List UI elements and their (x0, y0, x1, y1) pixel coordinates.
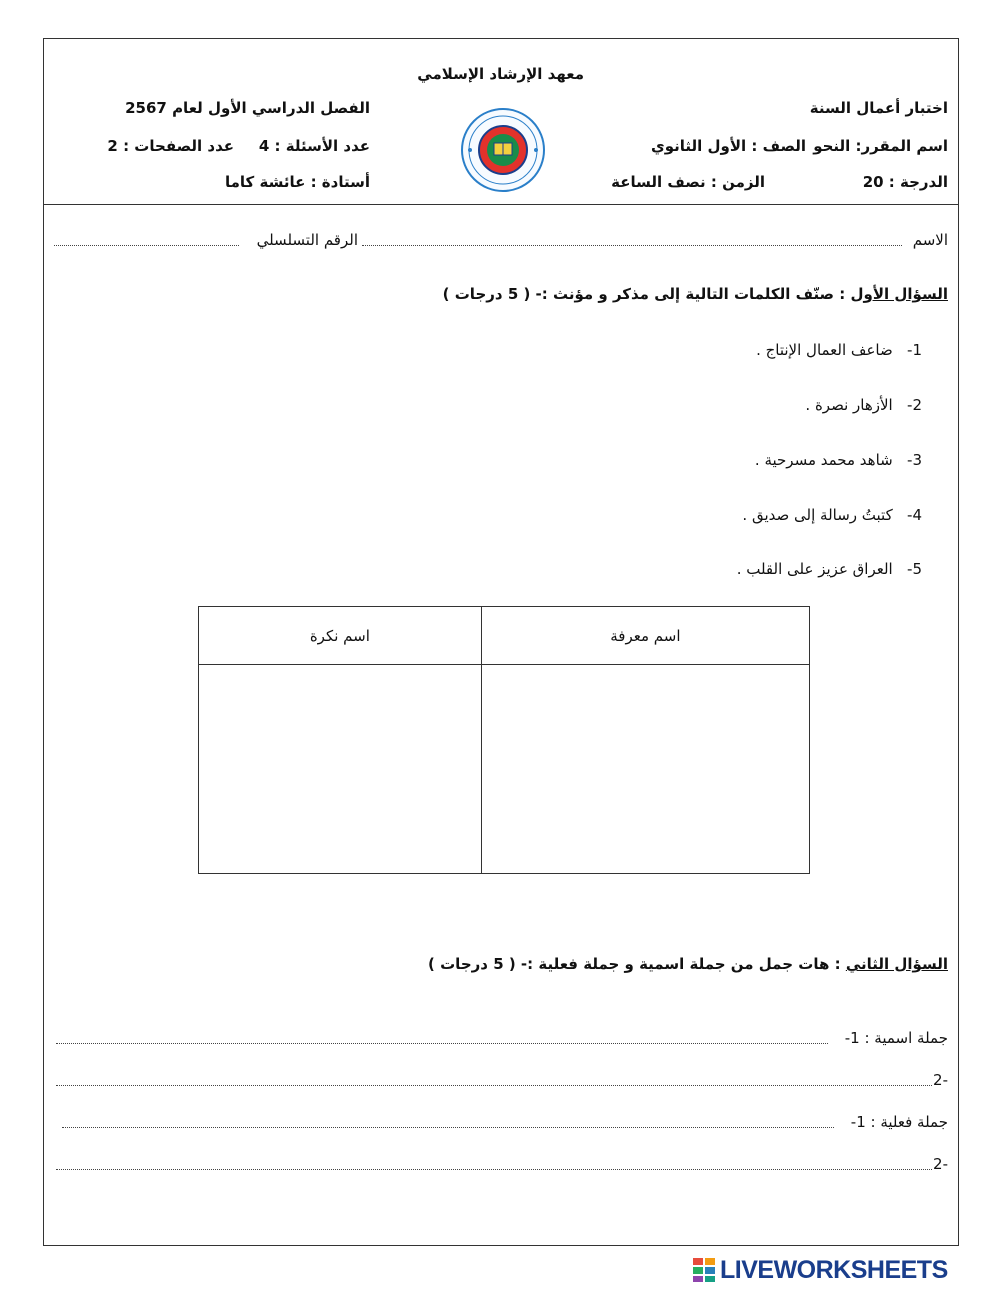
question2-text: : هات جمل من جملة اسمية و جملة فعلية :- ( 5 درجات ) (428, 955, 841, 973)
q1-item-5 (737, 560, 922, 578)
name-field[interactable] (362, 245, 902, 246)
nominal-sentence-1-field[interactable] (56, 1043, 828, 1044)
item-number: 5- (907, 560, 922, 578)
serial-field[interactable] (54, 245, 239, 246)
institute-name: معهد الإرشاد الإسلامي (417, 65, 584, 83)
answer-cell-nakira[interactable] (199, 665, 482, 874)
column-marifa: اسم معرفة (481, 607, 809, 665)
q1-item-1 (756, 341, 922, 359)
nominal-sentence-1-label: جملة اسمية : 1- (844, 1029, 948, 1047)
nominal-sentence-2-label: 2- (933, 1071, 948, 1089)
pages-count: عدد الصفحات : 2 (107, 137, 234, 155)
score: الدرجة : 20 (862, 173, 948, 191)
question2-heading (428, 955, 948, 973)
column-nakira: اسم نكرة (199, 607, 482, 665)
item-number: 4- (907, 506, 922, 524)
question2-label: السؤال الثاني (845, 955, 948, 973)
questions-count: عدد الأسئلة : 4 (258, 137, 370, 155)
verbal-sentence-1-label: جملة فعلية : 1- (850, 1113, 948, 1131)
serial-label: الرقم التسلسلي (256, 231, 358, 249)
course-name: اسم المقرر: النحو (813, 137, 948, 155)
item-number: 3- (907, 451, 922, 469)
verbal-sentence-1-field[interactable] (62, 1127, 834, 1128)
q1-item-3 (755, 451, 922, 469)
item-number: 1- (907, 341, 922, 359)
exam-title: اختبار أعمال السنة (809, 99, 948, 117)
liveworksheets-icon (692, 1257, 716, 1283)
teacher-name: أستادة : عائشة كاما (224, 173, 370, 191)
item-number: 2- (907, 396, 922, 414)
answer-cell-marifa[interactable] (481, 665, 809, 874)
item-text: ضاعف العمال الإنتاج . (756, 341, 893, 359)
liveworksheets-brand: LIVEWORKSHEETS (720, 1256, 948, 1284)
semester: الفصل الدراسي الأول لعام 2567 (125, 99, 370, 117)
worksheet-page (43, 38, 959, 1246)
q1-item-4 (742, 506, 922, 524)
verbal-sentence-2-label: 2- (933, 1155, 948, 1173)
question1-heading (443, 285, 948, 303)
question1-text: : صنّف الكلمات التالية إلى مذكر و مؤنث :- ( 5 درجات ) (442, 285, 846, 303)
school-seal-icon (460, 107, 546, 193)
exam-header (44, 39, 958, 205)
item-text: كتبتُ رسالة إلى صديق . (742, 506, 893, 524)
exam-time: الزمن : نصف الساعة (611, 173, 765, 191)
q1-item-2 (805, 396, 922, 414)
class-name: الصف : الأول الثانوي (650, 137, 806, 155)
question1-label: السؤال الأول (850, 285, 948, 303)
item-text: العراق عزيز على القلب . (736, 560, 893, 578)
liveworksheets-logo (692, 1256, 988, 1284)
classification-table (198, 606, 810, 874)
item-text: الأزهار نصرة . (805, 396, 893, 414)
verbal-sentence-2-field[interactable] (56, 1169, 932, 1170)
name-label: الاسم (912, 231, 948, 249)
item-text: شاهد محمد مسرحية . (754, 451, 893, 469)
nominal-sentence-2-field[interactable] (56, 1085, 932, 1086)
